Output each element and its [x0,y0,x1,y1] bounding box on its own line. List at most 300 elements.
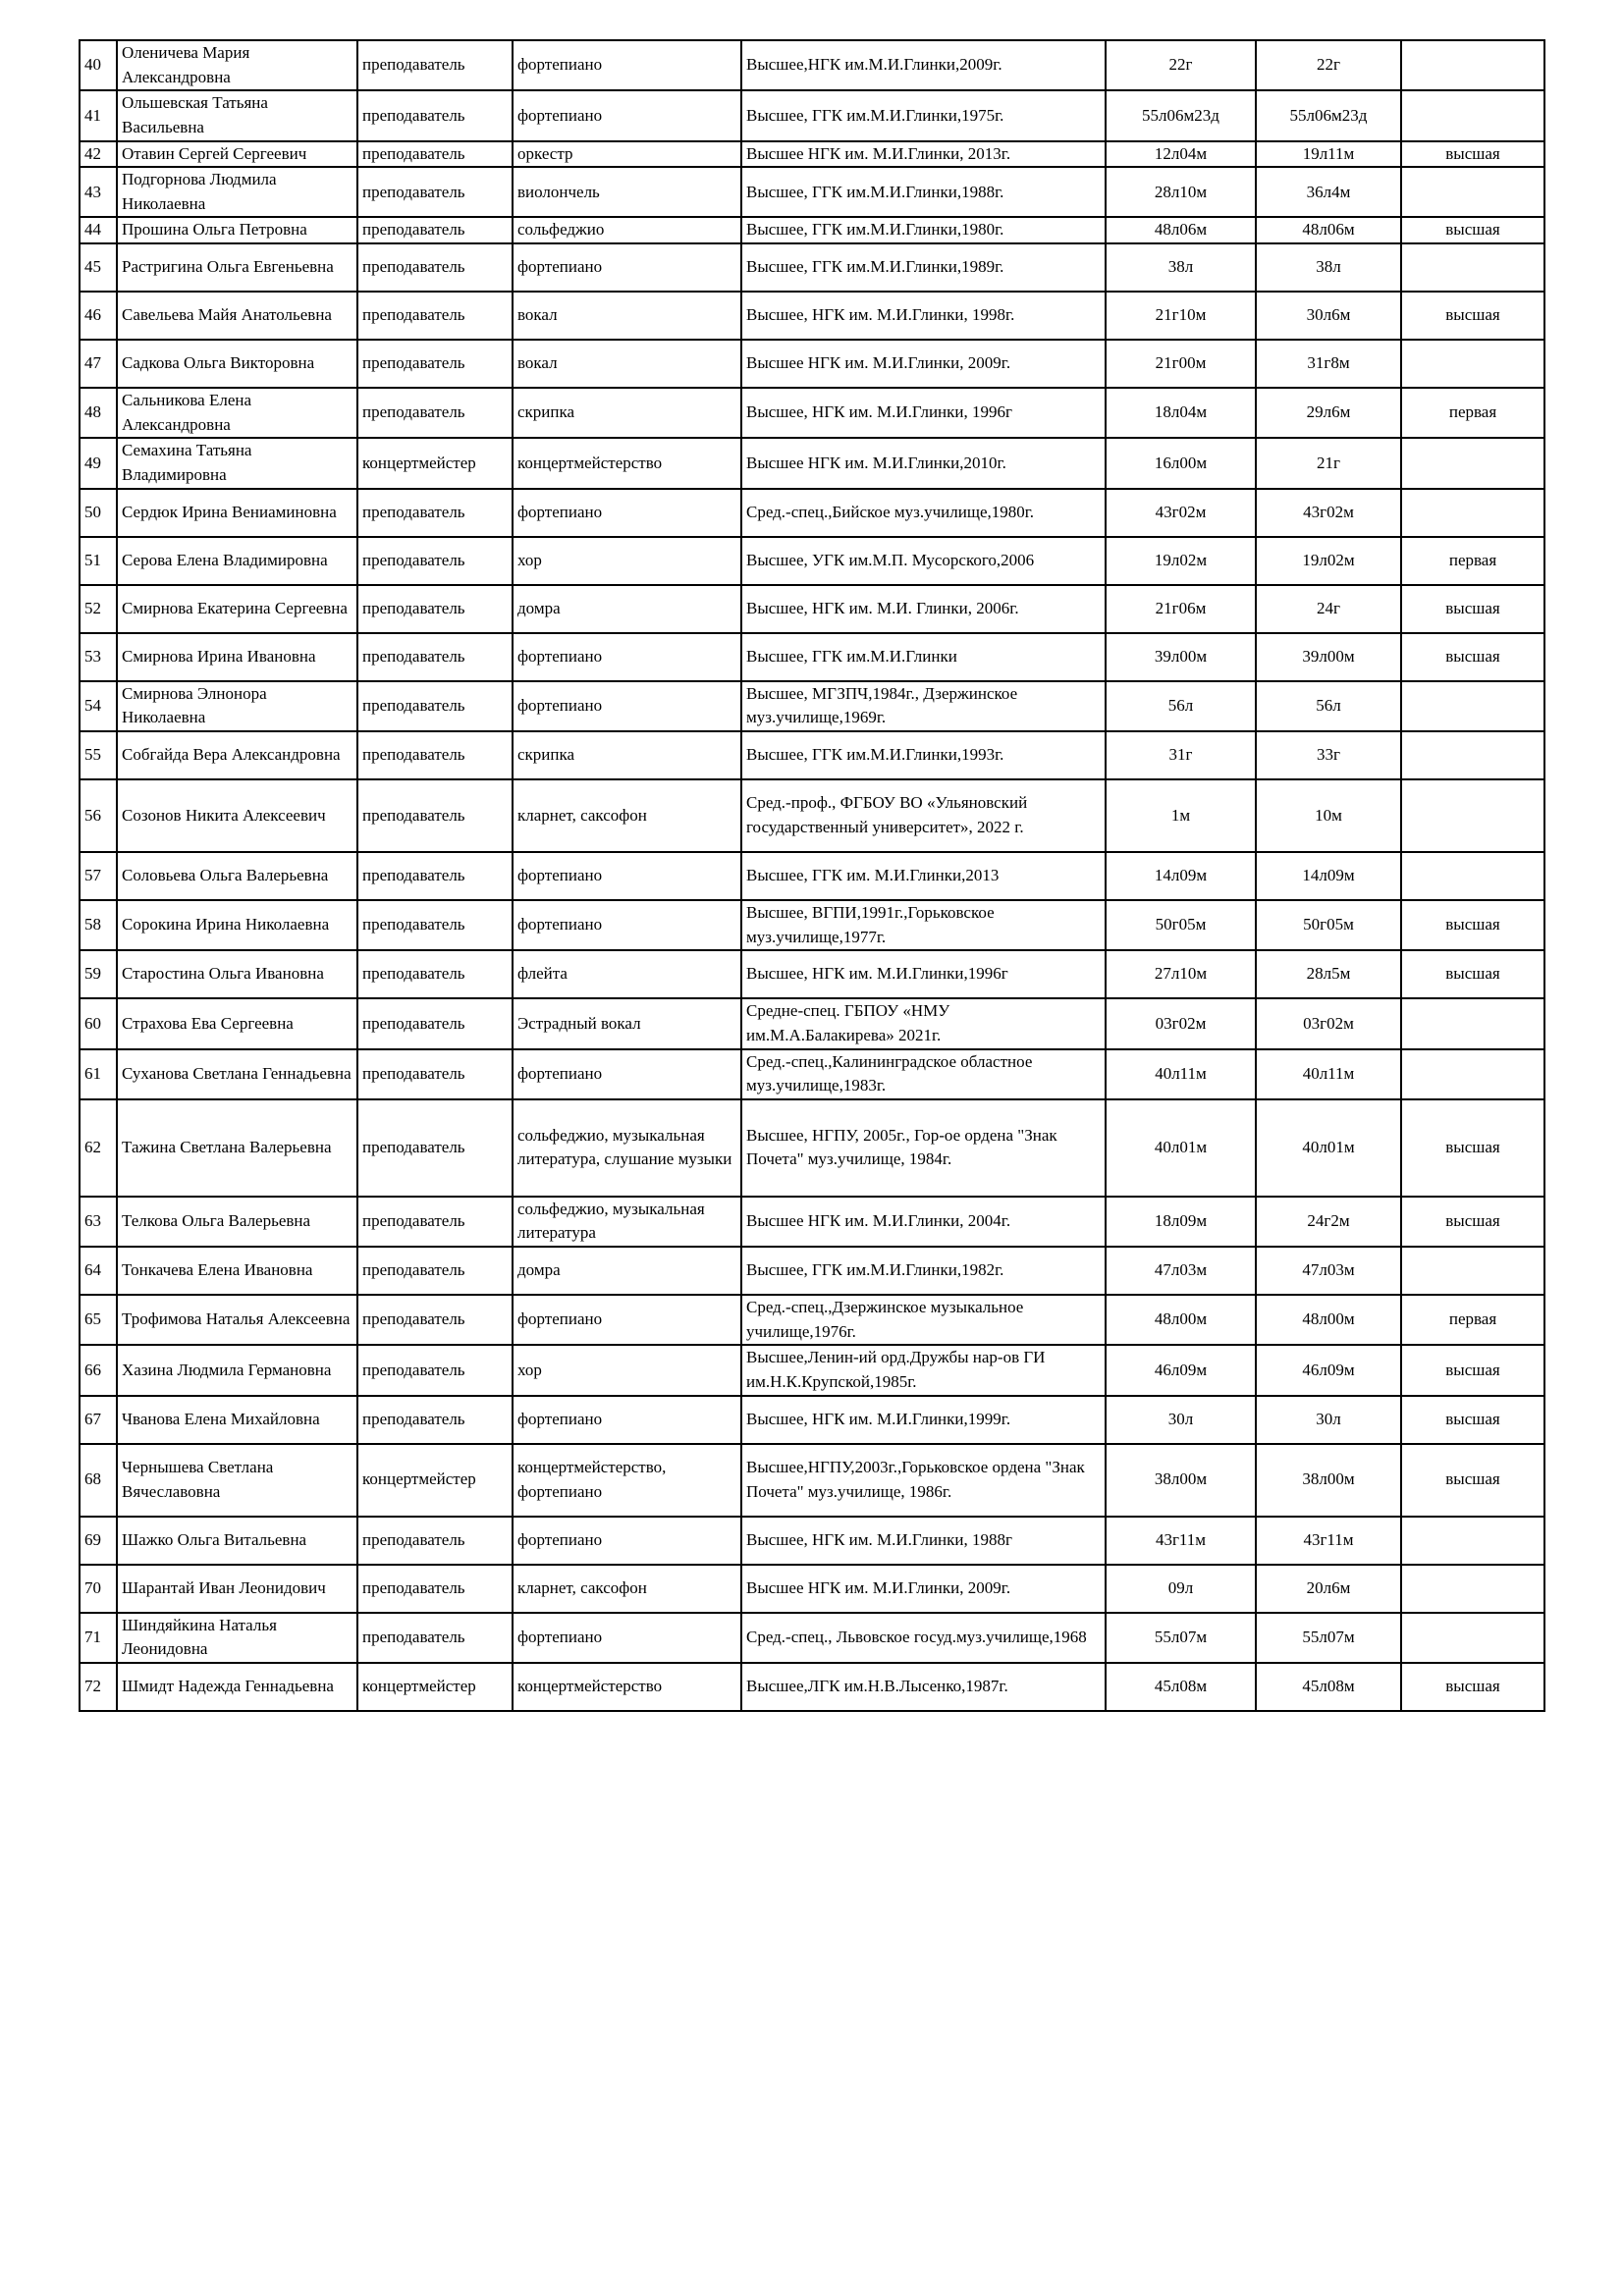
row-number-cell: 54 [80,681,117,731]
teaching-experience-cell: 10м [1256,779,1401,852]
row-number-cell: 60 [80,998,117,1048]
teacher-name-cell: Савельева Майя Анатольевна [117,292,357,340]
subject-cell: скрипка [513,731,741,779]
table-body [80,40,1544,1711]
total-experience-cell: 43г02м [1106,489,1256,537]
total-experience-cell: 09л [1106,1565,1256,1613]
position-cell: преподаватель [357,292,513,340]
teacher-name-cell: Смирнова Элнонора Николаевна [117,681,357,731]
education-cell: Высшее, МГЗПЧ,1984г., Дзержинское муз.училище,1969г. [741,681,1106,731]
qualification-category-cell: высшая [1401,141,1544,168]
subject-cell: флейта [513,950,741,998]
row-number-cell: 70 [80,1565,117,1613]
table-row [80,167,1544,217]
teaching-experience-cell: 20л6м [1256,1565,1401,1613]
subject-cell: сольфеджио, музыкальная литература [513,1197,741,1247]
subject-cell: фортепиано [513,1396,741,1444]
education-cell: Высшее НГК им. М.И.Глинки,2010г. [741,438,1106,488]
position-cell: преподаватель [357,585,513,633]
subject-cell: сольфеджио [513,217,741,243]
total-experience-cell: 21г00м [1106,340,1256,388]
education-cell: Высшее,ЛГК им.Н.В.Лысенко,1987г. [741,1663,1106,1711]
teacher-name-cell: Сердюк Ирина Вениаминовна [117,489,357,537]
qualification-category-cell [1401,90,1544,140]
teaching-experience-cell: 55л07м [1256,1613,1401,1663]
education-cell: Сред.-спец.,Калининградское областное муз.училище,1983г. [741,1049,1106,1099]
table-row [80,998,1544,1048]
position-cell: преподаватель [357,1396,513,1444]
position-cell: преподаватель [357,633,513,681]
row-number-cell: 61 [80,1049,117,1099]
qualification-category-cell [1401,438,1544,488]
education-cell: Высшее, НГК им. М.И. Глинки, 2006г. [741,585,1106,633]
position-cell: преподаватель [357,852,513,900]
table-row [80,1247,1544,1295]
total-experience-cell: 50г05м [1106,900,1256,950]
row-number-cell: 65 [80,1295,117,1345]
teacher-name-cell: Шиндяйкина Наталья Леонидовна [117,1613,357,1663]
total-experience-cell: 46л09м [1106,1345,1256,1395]
position-cell: концертмейстер [357,1663,513,1711]
teacher-name-cell: Смирнова Ирина Ивановна [117,633,357,681]
teacher-name-cell: Прошина Ольга Петровна [117,217,357,243]
row-number-cell: 47 [80,340,117,388]
qualification-category-cell: первая [1401,388,1544,438]
qualification-category-cell: первая [1401,1295,1544,1345]
total-experience-cell: 56л [1106,681,1256,731]
row-number-cell: 45 [80,243,117,292]
table-row [80,537,1544,585]
qualification-category-cell [1401,1613,1544,1663]
total-experience-cell: 43г11м [1106,1517,1256,1565]
position-cell: преподаватель [357,1565,513,1613]
teaching-experience-cell: 56л [1256,681,1401,731]
table-row [80,900,1544,950]
qualification-category-cell [1401,1565,1544,1613]
teaching-experience-cell: 48л00м [1256,1295,1401,1345]
total-experience-cell: 39л00м [1106,633,1256,681]
qualification-category-cell [1401,998,1544,1048]
qualification-category-cell [1401,779,1544,852]
education-cell: Высшее, ГГК им. М.И.Глинки,2013 [741,852,1106,900]
total-experience-cell: 1м [1106,779,1256,852]
position-cell: преподаватель [357,340,513,388]
qualification-category-cell [1401,167,1544,217]
teaching-experience-cell: 38л00м [1256,1444,1401,1517]
table-row [80,1396,1544,1444]
teacher-name-cell: Хазина Людмила Германовна [117,1345,357,1395]
row-number-cell: 55 [80,731,117,779]
subject-cell: фортепиано [513,633,741,681]
total-experience-cell: 30л [1106,1396,1256,1444]
subject-cell: фортепиано [513,489,741,537]
education-cell: Высшее, ВГПИ,1991г.,Горьковское муз.училище,1977г. [741,900,1106,950]
position-cell: преподаватель [357,217,513,243]
teaching-experience-cell: 33г [1256,731,1401,779]
qualification-category-cell: высшая [1401,900,1544,950]
teaching-experience-cell: 28л5м [1256,950,1401,998]
row-number-cell: 52 [80,585,117,633]
table-row [80,633,1544,681]
education-cell: Высшее, НГК им. М.И.Глинки,1996г [741,950,1106,998]
education-cell: Высшее НГК им. М.И.Глинки, 2013г. [741,141,1106,168]
subject-cell: фортепиано [513,1295,741,1345]
qualification-category-cell: высшая [1401,585,1544,633]
teaching-experience-cell: 43г11м [1256,1517,1401,1565]
row-number-cell: 40 [80,40,117,90]
teacher-name-cell: Отавин Сергей Сергеевич [117,141,357,168]
teaching-experience-cell: 45л08м [1256,1663,1401,1711]
table-row [80,950,1544,998]
teaching-experience-cell: 19л11м [1256,141,1401,168]
table-row [80,489,1544,537]
teacher-name-cell: Чванова Елена Михайловна [117,1396,357,1444]
qualification-category-cell: высшая [1401,950,1544,998]
table-row [80,1613,1544,1663]
education-cell: Высшее, НГК им. М.И.Глинки,1999г. [741,1396,1106,1444]
subject-cell: хор [513,1345,741,1395]
row-number-cell: 62 [80,1099,117,1197]
teaching-experience-cell: 55л06м23д [1256,90,1401,140]
total-experience-cell: 12л04м [1106,141,1256,168]
teaching-experience-cell: 21г [1256,438,1401,488]
subject-cell: сольфеджио, музыкальная литература, слушание музыки [513,1099,741,1197]
qualification-category-cell: высшая [1401,1345,1544,1395]
row-number-cell: 59 [80,950,117,998]
table-row [80,779,1544,852]
row-number-cell: 51 [80,537,117,585]
position-cell: преподаватель [357,537,513,585]
education-cell: Высшее, НГК им. М.И.Глинки, 1988г [741,1517,1106,1565]
qualification-category-cell: первая [1401,537,1544,585]
subject-cell: фортепиано [513,1049,741,1099]
teaching-experience-cell: 48л06м [1256,217,1401,243]
qualification-category-cell [1401,852,1544,900]
education-cell: Сред.-спец., Львовское госуд.муз.училище,1968 [741,1613,1106,1663]
table-row [80,1295,1544,1345]
qualification-category-cell: высшая [1401,292,1544,340]
subject-cell: фортепиано [513,900,741,950]
total-experience-cell: 55л06м23д [1106,90,1256,140]
position-cell: преподаватель [357,1049,513,1099]
teacher-name-cell: Страхова Ева Сергеевна [117,998,357,1048]
subject-cell: фортепиано [513,243,741,292]
teaching-experience-cell: 50г05м [1256,900,1401,950]
total-experience-cell: 28л10м [1106,167,1256,217]
table-row [80,1565,1544,1613]
qualification-category-cell: высшая [1401,633,1544,681]
education-cell: Высшее, ГГК им.М.И.Глинки [741,633,1106,681]
staff-table [79,39,1545,1712]
position-cell: преподаватель [357,90,513,140]
teaching-experience-cell: 39л00м [1256,633,1401,681]
qualification-category-cell [1401,1247,1544,1295]
row-number-cell: 63 [80,1197,117,1247]
subject-cell: фортепиано [513,90,741,140]
subject-cell: фортепиано [513,1517,741,1565]
position-cell: преподаватель [357,1345,513,1395]
teacher-name-cell: Шажко Ольга Витальевна [117,1517,357,1565]
subject-cell: оркестр [513,141,741,168]
teacher-name-cell: Старостина Ольга Ивановна [117,950,357,998]
subject-cell: домра [513,585,741,633]
position-cell: преподаватель [357,1517,513,1565]
subject-cell: виолончель [513,167,741,217]
teaching-experience-cell: 30л6м [1256,292,1401,340]
education-cell: Высшее, УГК им.М.П. Мусорского,2006 [741,537,1106,585]
teaching-experience-cell: 40л11м [1256,1049,1401,1099]
qualification-category-cell [1401,340,1544,388]
table-row [80,438,1544,488]
qualification-category-cell [1401,489,1544,537]
teacher-name-cell: Шмидт Надежда Геннадьевна [117,1663,357,1711]
teaching-experience-cell: 30л [1256,1396,1401,1444]
education-cell: Высшее, ГГК им.М.И.Глинки,1988г. [741,167,1106,217]
row-number-cell: 67 [80,1396,117,1444]
subject-cell: фортепиано [513,681,741,731]
teacher-name-cell: Шарантай Иван Леонидович [117,1565,357,1613]
teaching-experience-cell: 19л02м [1256,537,1401,585]
table-row [80,1049,1544,1099]
qualification-category-cell: высшая [1401,1099,1544,1197]
teaching-experience-cell: 24г [1256,585,1401,633]
subject-cell: вокал [513,292,741,340]
table-row [80,585,1544,633]
total-experience-cell: 18л04м [1106,388,1256,438]
teaching-experience-cell: 47л03м [1256,1247,1401,1295]
qualification-category-cell [1401,681,1544,731]
total-experience-cell: 21г06м [1106,585,1256,633]
row-number-cell: 41 [80,90,117,140]
education-cell: Высшее,Ленин-ий орд.Дружбы нар-ов ГИ им.Н.К.Крупской,1985г. [741,1345,1106,1395]
position-cell: преподаватель [357,1295,513,1345]
total-experience-cell: 48л06м [1106,217,1256,243]
education-cell: Высшее, НГПУ, 2005г., Гор-ое ордена "Знак Почета" муз.училище, 1984г. [741,1099,1106,1197]
table-row [80,141,1544,168]
position-cell: преподаватель [357,167,513,217]
teacher-name-cell: Чернышева Светлана Вячеславовна [117,1444,357,1517]
total-experience-cell: 21г10м [1106,292,1256,340]
position-cell: преподаватель [357,681,513,731]
total-experience-cell: 22г [1106,40,1256,90]
position-cell: преподаватель [357,900,513,950]
education-cell: Высшее,НГПУ,2003г.,Горьковское ордена "Знак Почета" муз.училище, 1986г. [741,1444,1106,1517]
position-cell: преподаватель [357,998,513,1048]
education-cell: Высшее НГК им. М.И.Глинки, 2009г. [741,1565,1106,1613]
total-experience-cell: 38л [1106,243,1256,292]
row-number-cell: 71 [80,1613,117,1663]
subject-cell: концертмейстерство [513,438,741,488]
education-cell: Высшее, ГГК им.М.И.Глинки,1993г. [741,731,1106,779]
teacher-name-cell: Тонкачева Елена Ивановна [117,1247,357,1295]
education-cell: Высшее, ГГК им.М.И.Глинки,1975г. [741,90,1106,140]
row-number-cell: 42 [80,141,117,168]
total-experience-cell: 55л07м [1106,1613,1256,1663]
teacher-name-cell: Созонов Никита Алексеевич [117,779,357,852]
qualification-category-cell [1401,1517,1544,1565]
teacher-name-cell: Серова Елена Владимировна [117,537,357,585]
education-cell: Сред.-проф., ФГБОУ ВО «Ульяновский государственный университет», 2022 г. [741,779,1106,852]
qualification-category-cell [1401,1049,1544,1099]
teacher-name-cell: Садкова Ольга Викторовна [117,340,357,388]
position-cell: преподаватель [357,243,513,292]
education-cell: Средне-спец. ГБПОУ «НМУ им.М.А.Балакирева» 2021г. [741,998,1106,1048]
table-row [80,340,1544,388]
teaching-experience-cell: 22г [1256,40,1401,90]
teacher-name-cell: Растригина Ольга Евгеньевна [117,243,357,292]
education-cell: Высшее НГК им. М.И.Глинки, 2004г. [741,1197,1106,1247]
position-cell: преподаватель [357,1247,513,1295]
qualification-category-cell: высшая [1401,1396,1544,1444]
total-experience-cell: 14л09м [1106,852,1256,900]
teacher-name-cell: Семахина Татьяна Владимировна [117,438,357,488]
row-number-cell: 53 [80,633,117,681]
total-experience-cell: 38л00м [1106,1444,1256,1517]
teaching-experience-cell: 24г2м [1256,1197,1401,1247]
teaching-experience-cell: 31г8м [1256,340,1401,388]
row-number-cell: 64 [80,1247,117,1295]
row-number-cell: 72 [80,1663,117,1711]
teaching-experience-cell: 14л09м [1256,852,1401,900]
education-cell: Высшее,НГК им.М.И.Глинки,2009г. [741,40,1106,90]
position-cell: преподаватель [357,388,513,438]
row-number-cell: 43 [80,167,117,217]
position-cell: преподаватель [357,489,513,537]
teacher-name-cell: Телкова Ольга Валерьевна [117,1197,357,1247]
qualification-category-cell: высшая [1401,1197,1544,1247]
position-cell: преподаватель [357,779,513,852]
qualification-category-cell [1401,243,1544,292]
education-cell: Высшее, НГК им. М.И.Глинки, 1996г [741,388,1106,438]
total-experience-cell: 45л08м [1106,1663,1256,1711]
position-cell: преподаватель [357,40,513,90]
total-experience-cell: 48л00м [1106,1295,1256,1345]
subject-cell: домра [513,1247,741,1295]
row-number-cell: 50 [80,489,117,537]
table-row [80,40,1544,90]
education-cell: Сред.-спец.,Дзержинское музыкальное училище,1976г. [741,1295,1106,1345]
row-number-cell: 48 [80,388,117,438]
row-number-cell: 69 [80,1517,117,1565]
education-cell: Сред.-спец.,Бийское муз.училище,1980г. [741,489,1106,537]
position-cell: преподаватель [357,141,513,168]
subject-cell: вокал [513,340,741,388]
total-experience-cell: 16л00м [1106,438,1256,488]
document-page [79,39,1545,1712]
row-number-cell: 58 [80,900,117,950]
qualification-category-cell: высшая [1401,1444,1544,1517]
teacher-name-cell: Смирнова Екатерина Сергеевна [117,585,357,633]
teaching-experience-cell: 03г02м [1256,998,1401,1048]
total-experience-cell: 27л10м [1106,950,1256,998]
position-cell: преподаватель [357,950,513,998]
teacher-name-cell: Сорокина Ирина Николаевна [117,900,357,950]
teaching-experience-cell: 36л4м [1256,167,1401,217]
subject-cell: фортепиано [513,40,741,90]
total-experience-cell: 47л03м [1106,1247,1256,1295]
education-cell: Высшее, ГГК им.М.И.Глинки,1980г. [741,217,1106,243]
teaching-experience-cell: 43г02м [1256,489,1401,537]
teacher-name-cell: Собгайда Вера Александровна [117,731,357,779]
position-cell: преподаватель [357,1613,513,1663]
education-cell: Высшее, ГГК им.М.И.Глинки,1989г. [741,243,1106,292]
row-number-cell: 46 [80,292,117,340]
table-row [80,1099,1544,1197]
teaching-experience-cell: 38л [1256,243,1401,292]
education-cell: Высшее, ГГК им.М.И.Глинки,1982г. [741,1247,1106,1295]
table-row [80,852,1544,900]
position-cell: концертмейстер [357,438,513,488]
position-cell: концертмейстер [357,1444,513,1517]
position-cell: преподаватель [357,1197,513,1247]
teaching-experience-cell: 29л6м [1256,388,1401,438]
teacher-name-cell: Трофимова Наталья Алексеевна [117,1295,357,1345]
table-row [80,681,1544,731]
qualification-category-cell [1401,40,1544,90]
table-row [80,90,1544,140]
qualification-category-cell: высшая [1401,1663,1544,1711]
table-row [80,1197,1544,1247]
subject-cell: скрипка [513,388,741,438]
teacher-name-cell: Суханова Светлана Геннадьевна [117,1049,357,1099]
teaching-experience-cell: 40л01м [1256,1099,1401,1197]
teacher-name-cell: Оленичева Мария Александровна [117,40,357,90]
education-cell: Высшее НГК им. М.И.Глинки, 2009г. [741,340,1106,388]
table-row [80,1517,1544,1565]
subject-cell: концертмейстерство [513,1663,741,1711]
row-number-cell: 66 [80,1345,117,1395]
subject-cell: фортепиано [513,852,741,900]
total-experience-cell: 40л01м [1106,1099,1256,1197]
teacher-name-cell: Сальникова Елена Александровна [117,388,357,438]
position-cell: преподаватель [357,731,513,779]
qualification-category-cell [1401,731,1544,779]
teacher-name-cell: Соловьева Ольга Валерьевна [117,852,357,900]
total-experience-cell: 03г02м [1106,998,1256,1048]
subject-cell: концертмейстерство, фортепиано [513,1444,741,1517]
teaching-experience-cell: 46л09м [1256,1345,1401,1395]
teacher-name-cell: Ольшевская Татьяна Васильевна [117,90,357,140]
table-row [80,217,1544,243]
subject-cell: кларнет, саксофон [513,779,741,852]
qualification-category-cell: высшая [1401,217,1544,243]
table-row [80,1663,1544,1711]
table-row [80,243,1544,292]
total-experience-cell: 18л09м [1106,1197,1256,1247]
position-cell: преподаватель [357,1099,513,1197]
row-number-cell: 49 [80,438,117,488]
row-number-cell: 44 [80,217,117,243]
teacher-name-cell: Тажина Светлана Валерьевна [117,1099,357,1197]
row-number-cell: 68 [80,1444,117,1517]
row-number-cell: 57 [80,852,117,900]
subject-cell: фортепиано [513,1613,741,1663]
subject-cell: хор [513,537,741,585]
row-number-cell: 56 [80,779,117,852]
total-experience-cell: 19л02м [1106,537,1256,585]
table-row [80,1444,1544,1517]
table-row [80,731,1544,779]
table-row [80,292,1544,340]
total-experience-cell: 40л11м [1106,1049,1256,1099]
table-row [80,388,1544,438]
total-experience-cell: 31г [1106,731,1256,779]
education-cell: Высшее, НГК им. М.И.Глинки, 1998г. [741,292,1106,340]
table-row [80,1345,1544,1395]
subject-cell: кларнет, саксофон [513,1565,741,1613]
teacher-name-cell: Подгорнова Людмила Николаевна [117,167,357,217]
subject-cell: Эстрадный вокал [513,998,741,1048]
